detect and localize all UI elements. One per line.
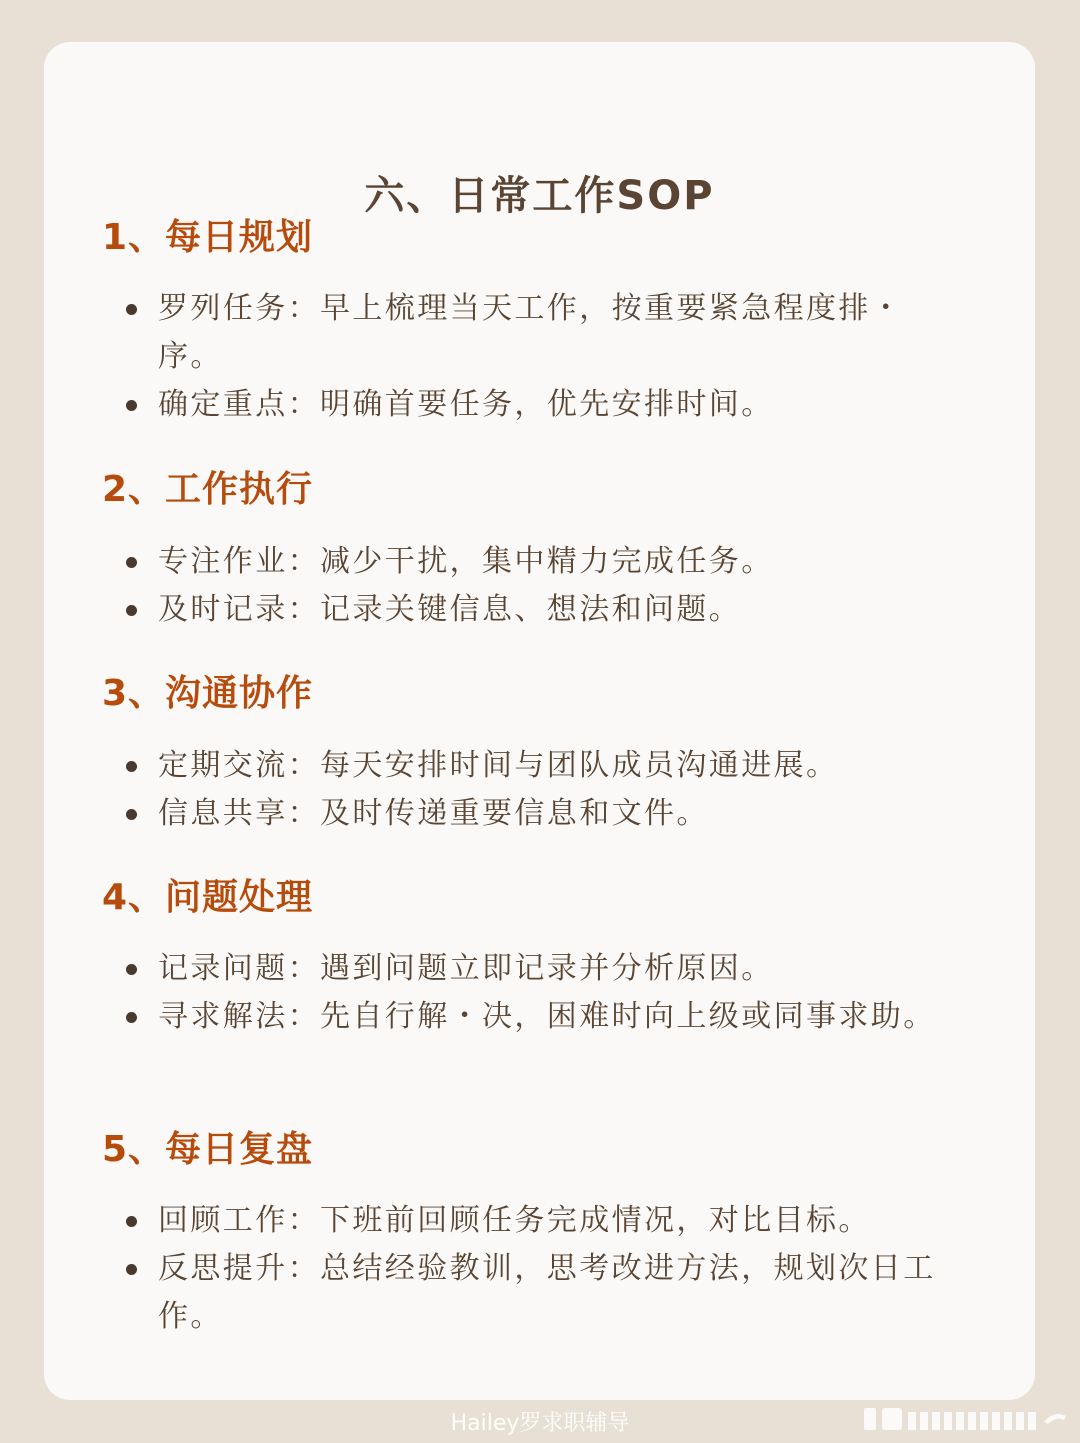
weibo-watermark-icon [862, 1402, 1068, 1434]
bullet-list-work-execution [124, 538, 954, 634]
list-item: 罗列任务：早上梳理当天工作，按重要紧急程度排・序。 [124, 285, 954, 381]
list-item: 寻求解法：先自行解・决，困难时向上级或同事求助。 [124, 993, 954, 1041]
watermark-text: Hailey罗求职辅导 [450, 1411, 630, 1436]
section-heading-communication: 3、沟通协作 [102, 673, 314, 714]
bullet-list-daily-planning [124, 285, 954, 429]
bullet-list-daily-review [124, 1197, 954, 1341]
list-item: 专注作业：减少干扰，集中精力完成任务。 [124, 538, 954, 586]
list-item: 记录问题：遇到问题立即记录并分析原因。 [124, 945, 954, 993]
list-item: 反思提升：总结经验教训，思考改进方法，规划次日工作。 [124, 1245, 954, 1341]
list-item: 回顾工作：下班前回顾任务完成情况，对比目标。 [124, 1197, 954, 1245]
list-item: 定期交流：每天安排时间与团队成员沟通进展。 [124, 742, 954, 790]
section-heading-work-execution: 2、工作执行 [102, 469, 314, 510]
list-item: 信息共享：及时传递重要信息和文件。 [124, 790, 954, 838]
section-heading-problem-handling: 4、问题处理 [102, 877, 314, 918]
page-title: 六、日常工作SOP [364, 173, 715, 219]
list-item: 及时记录：记录关键信息、想法和问题。 [124, 586, 954, 634]
list-item: 确定重点：明确首要任务，优先安排时间。 [124, 381, 954, 429]
section-heading-daily-planning: 1、每日规划 [102, 217, 314, 258]
bullet-list-communication [124, 742, 954, 838]
section-heading-daily-review: 5、每日复盘 [102, 1129, 314, 1170]
bullet-list-problem-handling [124, 945, 954, 1041]
content-card [44, 42, 1035, 1400]
